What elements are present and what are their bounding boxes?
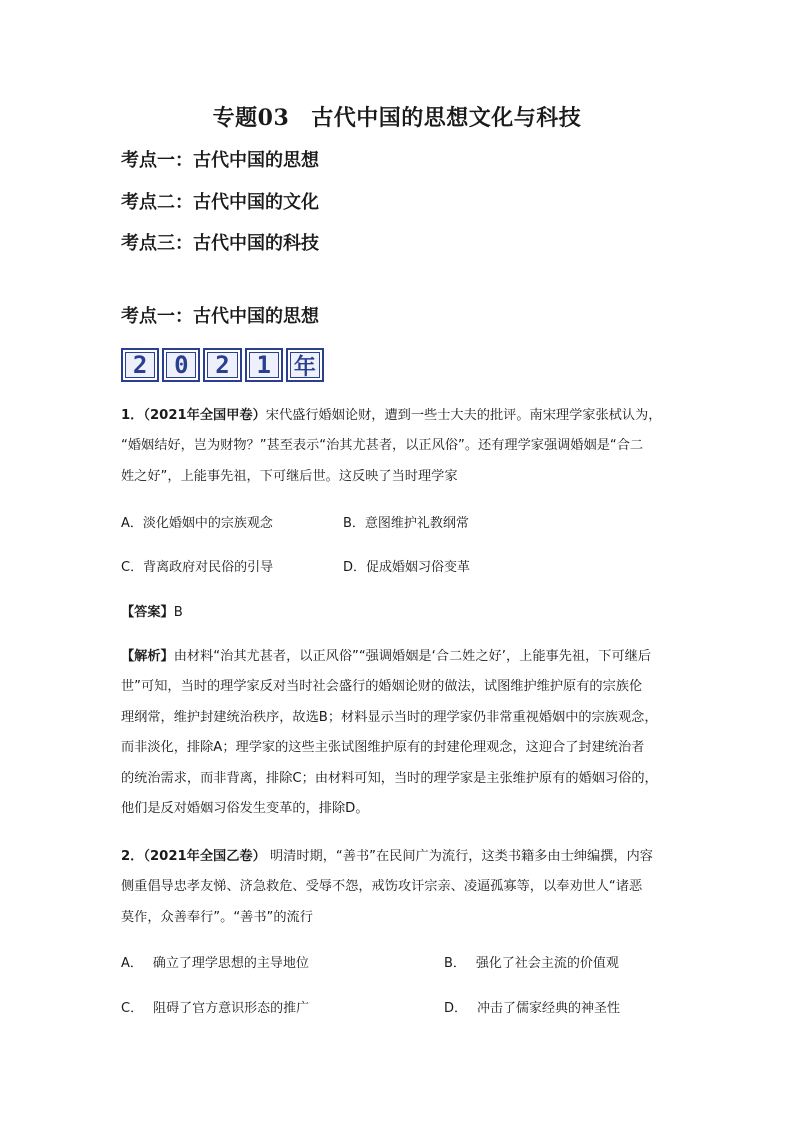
- title-text: 古代中国的思想文化与科技: [311, 105, 582, 131]
- q1-analysis-line-2: 世”可知，当时的理学家反对当时社会盛行的婚姻论财的做法，试图维护维护原有的宗族伦: [121, 679, 643, 694]
- kaodian-2: 考点二：古代中国的文化: [121, 192, 319, 213]
- q2-option-c-text: 阻碍了官方意识形态的推广: [153, 1001, 310, 1016]
- q2-option-a-label: A．: [121, 956, 143, 971]
- q1-answer-label: 【答案】: [121, 605, 174, 620]
- q1-number: 1．: [121, 408, 144, 423]
- q2-stem-line-3: 莫作，众善奉行”。“善书”的流行: [121, 910, 313, 925]
- q2-stem-line-1: [121, 845, 653, 864]
- q2-option-a: [121, 952, 309, 971]
- q1-answer: [121, 601, 183, 620]
- year-banner: [121, 348, 324, 382]
- q1-option-c: C．背离政府对民俗的引导: [121, 560, 274, 575]
- kaodian-3: 考点三：古代中国的科技: [121, 233, 319, 254]
- q1-analysis-line-4: 而非淡化，排除A；理学家的这些主张试图维护原有的封建伦理观念，这迎合了封建统治者: [121, 740, 645, 755]
- section-heading: 考点一：古代中国的思想: [121, 306, 319, 327]
- q1-analysis-label: 【解析】: [121, 649, 174, 664]
- q1-analysis-line-3: 理纲常，维护封建统治秩序，故选B；材料显示当时的理学家仍非常重视婚姻中的宗族观念，: [121, 710, 658, 725]
- q1-analysis-line-6: 他们是反对婚姻习俗发生变革的，排除D。: [121, 801, 369, 816]
- year-digit-1: 2: [121, 348, 159, 382]
- q2-option-c: [121, 997, 309, 1016]
- year-digit-4: 1: [245, 348, 283, 382]
- q1-analysis-text-1: 由材料“治其尤甚者，以正风俗”“强调婚姻是‘合二姓之好’，上能事先祖，下可继后: [173, 649, 652, 664]
- q2-stem-text-1: 明清时期，“善书”在民间广为流行，这类书籍多由士绅编撰，内容: [265, 849, 653, 864]
- q2-source: （2021年全国乙卷）: [143, 849, 266, 864]
- q1-source: （2021年全国甲卷）: [143, 408, 266, 423]
- q1-option-d: D．促成婚姻习俗变革: [343, 560, 471, 575]
- q2-option-d-label: D．: [444, 1001, 468, 1016]
- page-title: [0, 101, 794, 132]
- q2-option-b: [444, 952, 619, 971]
- q1-analysis-line-1: [121, 645, 651, 664]
- q2-number: 2．: [121, 849, 144, 864]
- title-prefix: 专题03: [212, 105, 290, 131]
- q2-option-a-text: 确立了理学思想的主导地位: [152, 956, 309, 971]
- q2-option-d-text: 冲击了儒家经典的神圣性: [477, 1001, 621, 1016]
- q1-stem-line-3: 姓之好”，上能事先祖，下可继后世。这反映了当时理学家: [121, 469, 458, 484]
- kaodian-1: 考点一：古代中国的思想: [121, 150, 319, 171]
- q2-option-c-label: C．: [121, 1001, 144, 1016]
- q1-option-a: A．淡化婚姻中的宗族观念: [121, 516, 273, 531]
- q2-option-b-text: 强化了社会主流的价值观: [475, 956, 619, 971]
- q2-stem-line-2: 侧重倡导忠孝友悌、济急救危、受辱不怨，戒饬攻讦宗亲、凌逼孤寡等，以奉劝世人“诸恶: [121, 879, 643, 894]
- q1-stem-line-2: “婚姻结好，岂为财物？”甚至表示“治其尤甚者，以正风俗”。还有理学家强调婚姻是“合二: [121, 438, 644, 453]
- q1-option-b: B．意图维护礼教纲常: [343, 516, 469, 531]
- q2-option-b-label: B．: [444, 956, 466, 971]
- q2-option-d: [444, 997, 620, 1016]
- q1-stem-line-1: [121, 404, 661, 423]
- q1-analysis-line-5: 的统治需求，而非背离，排除C；由材料可知，当时的理学家是主张维护原有的婚姻习俗的，: [121, 771, 658, 786]
- year-digit-2: 0: [162, 348, 200, 382]
- q1-answer-value: B: [173, 605, 183, 620]
- q1-stem-text-1: 宋代盛行婚姻论财，遭到一些士大夫的批评。南宋理学家张栻认为，: [265, 408, 662, 423]
- year-char: 年: [286, 348, 324, 382]
- year-digit-3: 2: [203, 348, 241, 382]
